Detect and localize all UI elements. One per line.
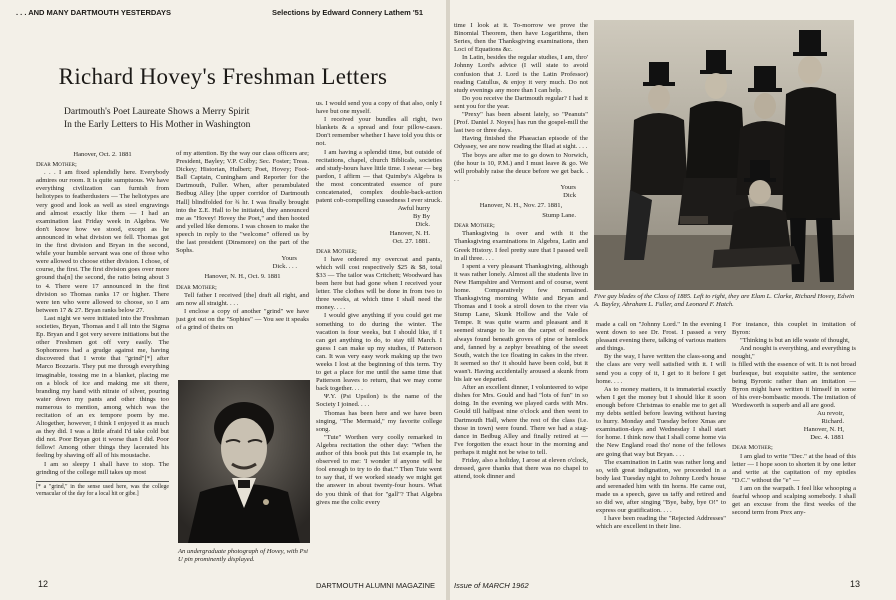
paragraph: made a call on "Johnny Lord." In the evening I went down to see Dr. Frost. I passed a very pleasant evening there, talking of various matters and things.	[596, 321, 726, 353]
paragraph: I spent a very pleasant Thanksgiving, although it was rather lonely. Almost all the students live in New Hampshire and Vermont and of course, went home. Comparatively few remained. Thanksgiving morning White and Bryan and Thomas and I took a stroll down to the river via Stump Lane, Skunk Hollow and the Vale of Tempe. It was quite warm and pleasant and it seemed strange to lie on the carpet of needles always found beneath groves of pine or hemlock and, fanned by a zephyr breathing of the sweet South, watch the ice floating in cakes in the river. It seemed so tho' it should have been cold, but it wasn't. Having accidentally aroused a skunk from his lair we departed.	[454, 262, 588, 384]
paragraph: time I look at it. To-morrow we prove the Binomial Theorem, then have Logarithms, then Series, then the Thanksgiving examinations, then Loci of Equations &c.	[454, 22, 588, 54]
hovey-portrait-photo	[178, 380, 310, 543]
paragraph: us. I would send you a copy of that also, only I have but one myself.	[316, 100, 442, 116]
text-column-6	[732, 321, 856, 567]
paragraph: By the way, I have written the class-song and the class are very well satisfied with it. I will send you a copy of it, I get to it before I get home. . . .	[596, 353, 726, 385]
letter-closing: Yours	[560, 183, 576, 191]
paragraph: I have been reading the "Rejected Addresses" which are excellent in their line.	[596, 515, 726, 531]
paragraph: Thomas has been here and we have been singing, "The Mermaid," my favorite college song.	[316, 409, 442, 433]
letter-date: Hanover, Oct. 2. 1881	[73, 151, 132, 158]
paragraph: I would give anything if you could get me something to do during the winter. The vacation is four weeks, but I should like, if I can get anything to do, to stay till March. I guess I can make up my studies, if Patterson can. It was very easy work making up the two weeks I lost at the beginning of this term. Try to get a place for me until the same time that Patterson leaves to return, that we may come back together. . . .	[316, 312, 442, 393]
paragraph: The boys are after me to go down to Norwich, (the hour is 10, P.M.) and I must leave & go. We will probably raise the deuce before we get back. . . .	[454, 151, 588, 183]
paragraph: "Prexy" has been absent lately, so "Peanuts" [Prof. Daniel J. Noyes] has run the gospel-mill the last two or three days.	[454, 111, 588, 135]
magazine-name: DARTMOUTH ALUMNI MAGAZINE	[316, 581, 436, 590]
paragraph: I am glad to write "Dec." at the head of this letter — I hope soon to shorten it by one letter and write at the capitation of my epistles "D.C." without the "e" —	[732, 452, 856, 484]
text-column-3	[316, 100, 442, 578]
letter-date: Dec. 4. 1881	[810, 434, 844, 442]
letter-closing: Au revoir,	[817, 410, 844, 418]
letter-signature: Dick. . . .	[272, 263, 297, 271]
subtitle-line-1: Dartmouth's Poet Laureate Shows a Merry Spirit	[64, 107, 250, 117]
paragraph: In Latin, besides the regular studies, I am, thro' Johnny Lord's advice (I will state to avoid confusion that J. Lord is the Latin Professor) reading Catullus, & enjoy it very much. Do not study evenings any more than I can help.	[454, 54, 588, 94]
class-group-photo	[594, 20, 854, 290]
portrait-illustration	[178, 380, 310, 543]
paragraph: . . . I am fixed splendidly here. Everybody admires our room. It is quite sumptuous. We have everything civilization can furnish from heliotypes to featherdusters — The heliotypes are very good and look as well as steel engravings and almost exactly like them — I had an examination last Friday week in Algebra. We don't know how we stood, except as he announced in what division we fell. Thomas got in the first division and Bryan in the second, while your humble servant was one of those who were allowed to choose either division. I chose, of course, the first. The first division goes over more ground tha[n] the second, the ratio being about 3 to 4. There were 17 announced in the first division so Thomas ranks 17 or higher. There were ten who were allowed to choose, so I am between 17 & 27. Bryan ranks below 27.	[36, 169, 169, 314]
paragraph: I am so sleepy I shall have to stop. The grinding of the college mill takes up most	[36, 460, 169, 476]
subtitle-line-2: In the Early Letters to His Mother in Washington	[64, 120, 251, 130]
text-column-5	[596, 321, 726, 567]
portrait-caption: An undergraduate photograph of Hovey, with Psi U pin prominently displayed.	[178, 548, 308, 563]
paragraph: I am having a splendid time, but outside of recitations, chapel, church Biblicals, societies and study-hours have little time. I swear — beg pardon, I affirm — that Quimby's Algebra is the most concentrated essence of pure concatenated, complex double-back-action patent cob-compelling cussedness I ever struck.	[316, 148, 442, 205]
paragraph: Thanksgiving is over and with it the Thanksgiving examinations in Algebra, Latin and Greek History. I feel pretty sure that I passed well in all three. . . .	[454, 230, 588, 262]
paragraph: I am on the warpath. I feel like whooping a fearful whoop and scalping somebody. I shall get an excuse from the first weeks of the second term from Prex any-	[732, 484, 856, 517]
page-number-right: 13	[850, 579, 861, 589]
letter-closing: Awful hurry	[397, 205, 430, 213]
right-page	[450, 0, 896, 600]
letter-signature: Dick.	[415, 221, 430, 229]
letter-salutation: Dear Mother;	[454, 222, 495, 230]
letter-salutation: Dear Mother;	[36, 161, 77, 169]
letter-salutation: Dear Mother;	[316, 247, 357, 255]
letter-salutation: Dear Mother;	[176, 283, 217, 291]
paragraph: I enclose a copy of another "grind" we have just got out on the "Sophies" — You see it speaks of a grind of theirs on	[176, 307, 309, 331]
page-number-left: 12	[38, 579, 49, 589]
paragraph: of my attention. By the way our class officers are; President, Bayley; V.P. Colby; Sec. Foster; Treas. Dickey; Historian, Hulbert; Poet, Hovey; Foot-Ball Captain, Cuningham and Reporter for the Dartmouth, Fuller. When, after perambulated Bedbug Alley [the upper corridor of Dartmouth Hall] blindfolded for ¾ hr. I was finally brought into the Σ.E. Hall to be initiated, they announced me as "Hovey! Hovey the Poet," and then hooted and yelled like demons. I was chosen to make the speech in reply to the "welcome" offered us by the last president (Dinsmore) on the part of the Sophs.	[176, 150, 309, 255]
letter-date: Oct. 27. 1881.	[392, 237, 430, 245]
paragraph: For instance, this couplet in imitation of Byron:	[732, 321, 856, 337]
letter-place: Stump Lane.	[542, 212, 576, 220]
paragraph: Friday, also a holiday, I arose at eleven o'clock, dressed, gave thanks that there was no chapel to attend, took dinner and	[454, 456, 588, 481]
text-column-2	[176, 150, 309, 400]
paragraph: Last night we were initiated into the Freshman societies, Bryan, Thomas and I all into the Sigma Ep. Bryan and I got very severe initiations but the other Freshmen got off very easily. The Sophomores had a grudge against me, having discovered that I wrote that "grind"[*] after Marco Bozzaris. They put me through everything imaginable, tossing me in a blanket, placing me on a block of ice and making me sit there, branding my hand with nitrate of silver, pouring water down my pants and other things too numerous to mention, among which was the recitation of an ex tempore poem by me. Altogether, however, I think I enjoyed it as much as they did. I was a little afraid I'd take cold but did not. Poor Bryan got it worse than I did. Poor fellow! Among other things they lacerated his feeling by shaving off all of his moustache.	[36, 314, 169, 460]
paragraph: is filled with the essence of wit. It is not broad burlesque, but exquisite satire, the sentence being Byronic rather than an imitation — Byron might have written it himself in some of his over-bombastic moods. The imitation of Wordsworth is superb and all are good.	[732, 361, 856, 409]
paragraph: The examination in Latin was rather long and so, with great indignation, we proceeded in a body last Tuesday night to Johnny Lord's house and serenaded him with tin horns. He came out, made us a speech, gave us taffy and retired and so did we, after singing "Bye, baby, bye O!" to express our gratification. . . .	[596, 458, 726, 515]
letter-date: Hanover, N. H., Nov. 27. 1881,	[479, 202, 563, 210]
paragraph: Tell father I received [the] draft all right, and am now all straight. . . .	[176, 291, 309, 307]
paragraph: I have ordered my overcoat and pants, which will cost respectively $25 & $8, total $33 — The tailor was Critchett; Woodward has been here but had gone when I received your letter. The clothes will be done in from two to three weeks, at which time I shall need the money. . . .	[316, 255, 442, 312]
letter-date: Hanover, N. H., Oct. 9. 1881	[204, 273, 281, 281]
letter-signature: Richard.	[821, 418, 844, 426]
paragraph: Do you receive the Dartmouth regular? I had it sent you for the year.	[454, 94, 588, 110]
paragraph: I received your bundles all right, two blankets & a spread and four pillow-cases. Don't remember whether I have told you this or not.	[316, 116, 442, 148]
letter-closing: Yours	[281, 255, 297, 263]
paragraph: As to money matters, it is immaterial exactly when I get the money but I should like it soon enough before Christmas to enable me to get all my debts settled before leaving without having to hurry. Monday and Tuesday before Xmas are examination-days and Wednesday I shall start for home. I think now that I shall come home via the New England road tho' none of the fellows are going that way but Bryan. . . .	[596, 385, 726, 458]
article-title: Richard Hovey's Freshman Letters	[58, 64, 388, 89]
letter-closing: By By	[412, 213, 430, 221]
letter-signature: Dick	[563, 191, 576, 199]
paragraph: After an excellent dinner, I volunteered to wipe dishes for Mrs. Gould and had "lots of fun" in so doing. In the evening we played cards with Mrs. Gould till halfpast nine o'clock and then went to Dartmouth Hall, where the rest of the class (i.e. those in town) were found. There we had a stag-dance in Bedbug Alley and finally retired at — I've forgotten the exact hour in the morning and perhaps it might not be wise to tell.	[454, 384, 588, 456]
text-column-1	[36, 149, 169, 575]
running-header-credit: Selections by Edward Connery Lathem '51	[272, 8, 423, 17]
letter-place: Hanover, N. H.	[389, 229, 430, 237]
letter-place: Hanover, N. H,	[803, 426, 844, 434]
letter-salutation: Dear Mother;	[732, 444, 773, 452]
paragraph: Ψ.Υ. (Psi Upsilon) is the name of the Society I joined. . . .	[316, 393, 442, 409]
article-subtitle	[64, 106, 314, 132]
issue-date: Issue of MARCH 1962	[454, 581, 529, 590]
running-header-left: . . . AND MANY DARTMOUTH YESTERDAYS	[16, 8, 172, 17]
group-illustration	[594, 20, 854, 290]
verse-line: "Thinking is but an idle waste of thought,	[740, 337, 850, 345]
paragraph: Having finished the Phaeacian episode of the Odyssey, we are now reading the Iliad at sight. . . .	[454, 135, 588, 151]
paragraph: "Tute" Worthen very coolly remarked in Algebra recitation the other day: "When the author of this book put this 1st example in, he observed to me: 'I wonder if anyone will be fool enough to try to do that.'" Then Tute went to say that, if we worked steady we might get the answer in about twenty-four hours. What do you think of that for "gall"? That Algebra gives me the colic every	[316, 433, 442, 506]
text-column-4	[454, 22, 588, 567]
footnote: [* a "grind," in the sense used here, was the college vernacular of the day for a local hit or gibe.]	[36, 481, 169, 498]
verse-line: And nought is everything, and everything is nought,"	[732, 345, 856, 361]
group-photo-caption: Five gay blades of the Class of 1885. Left to right, they are Elam L. Clarke, Richard Hovey, Edwin A. Bayley, Abraham L. Fuller, and Leonard F. Hatch.	[594, 293, 855, 308]
left-page	[0, 0, 446, 600]
